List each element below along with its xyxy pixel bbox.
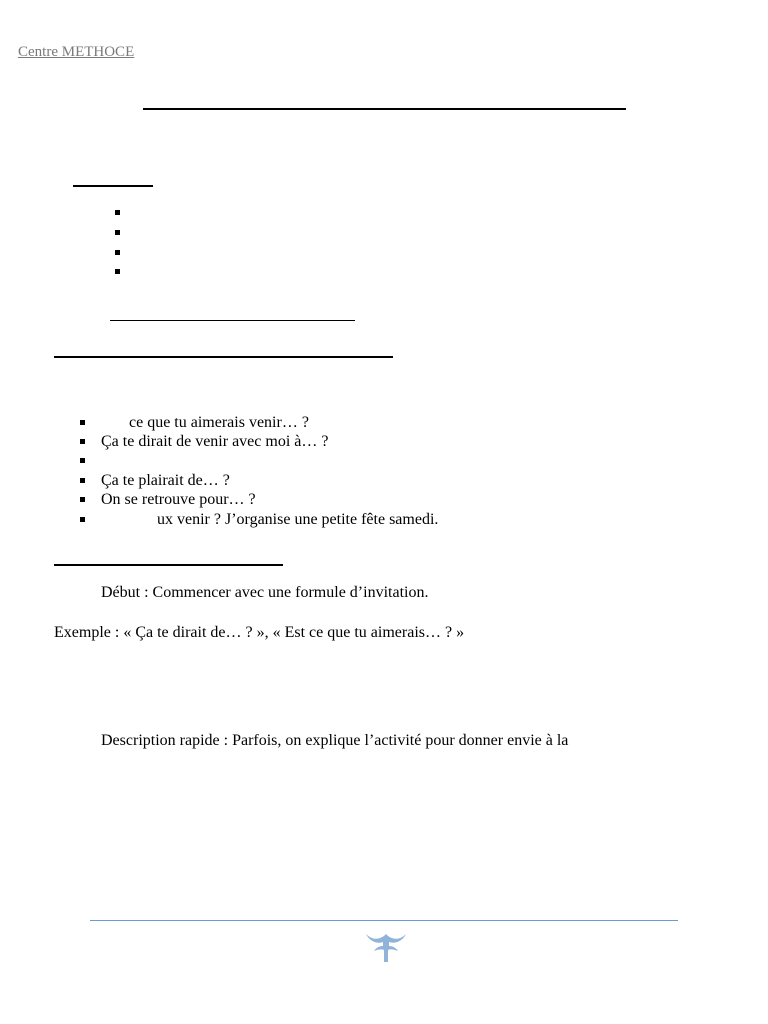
list-bullet <box>115 230 120 235</box>
list-bullet <box>115 269 120 274</box>
section-heading-rule <box>73 185 153 187</box>
list-bullet <box>80 497 85 502</box>
list-item: Ça te plairait de… ? <box>101 472 230 489</box>
subheading-rule <box>110 320 355 321</box>
header-link[interactable]: Centre METHOCE <box>18 44 135 60</box>
paragraph-exemple: Exemple : « Ça te dirait de… ? », « Est ce que tu aimerais… ? » <box>54 624 465 641</box>
list-bullet <box>80 517 85 522</box>
list-item: ce que tu aimerais venir… ? <box>129 414 309 431</box>
section-two-heading-rule <box>54 356 393 358</box>
list-bullet <box>115 210 120 215</box>
methoce-logo-icon <box>364 930 408 964</box>
list-bullet <box>115 250 120 255</box>
title-rule <box>143 108 626 110</box>
list-bullet <box>80 458 85 463</box>
list-item: ux venir ? J’organise une petite fête samedi. <box>157 511 439 528</box>
paragraph-debut: Début : Commencer avec une formule d’invitation. <box>101 584 429 601</box>
list-bullet <box>80 420 85 425</box>
paragraph-description: Description rapide : Parfois, on explique l’activité pour donner envie à la <box>101 732 569 749</box>
section-three-heading-rule <box>54 564 283 566</box>
list-bullet <box>80 478 85 483</box>
list-item: On se retrouve pour… ? <box>101 491 256 508</box>
footer-divider <box>90 920 678 921</box>
list-bullet <box>80 439 85 444</box>
list-item: Ça te dirait de venir avec moi à… ? <box>101 433 329 450</box>
